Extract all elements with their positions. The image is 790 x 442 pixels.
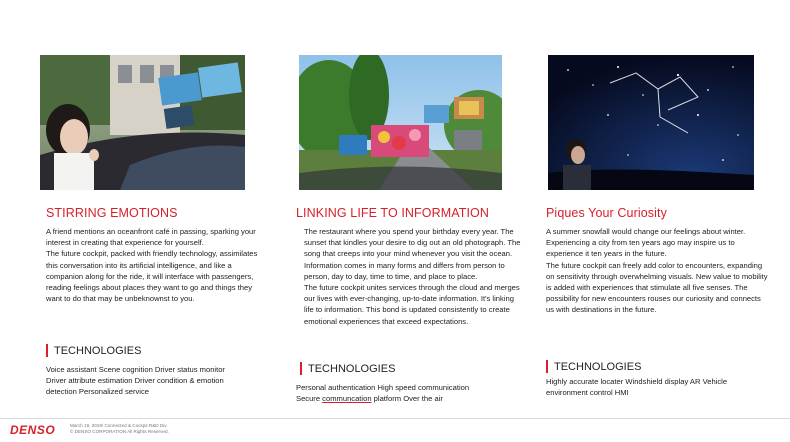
photo-starry-sky (548, 55, 754, 190)
tech-text: Secure (296, 394, 323, 404)
section-body-stirring-emotions (46, 226, 266, 304)
tech-line: environment control HMI (546, 388, 629, 398)
denso-logo: DENSO (10, 423, 56, 437)
photo-woman-in-car (40, 55, 245, 190)
paragraph: The restaurant where you spend your birthday every year. The sunset that kindles your desire to dig out an old photograph. The song that creeps into your mind whenever you visit the ocean. Information comes in many forms and differs from person to person, day to day, time to time, and place to place. (304, 227, 521, 281)
technologies-list (46, 364, 276, 398)
tech-line: Personal authentication High speed communication (296, 383, 470, 392)
paragraph: A friend mentions an oceanfront café in passing, sparking your interest in creating that experience for yourself. (46, 227, 256, 248)
footer-caption (70, 423, 169, 435)
footer-date-line: March 19, 2019/ Connected & Cockpit R&D Div. (70, 423, 168, 428)
footer-divider (0, 418, 790, 419)
tech-line: Highly accurate locater Windshield display AR Vehicle (546, 377, 728, 386)
tech-text-misspelled: communcation (322, 394, 372, 404)
section-body-linking-life (304, 226, 522, 327)
accent-bar (300, 362, 302, 375)
accent-bar (46, 344, 48, 357)
technologies-heading-label: TECHNOLOGIES (54, 344, 142, 357)
photo-road-with-images (299, 55, 502, 190)
footer-copyright: © DENSO CORPORATION All Rights Reserved. (70, 429, 169, 434)
paragraph: The future cockpit can freely add color to encounters, expanding on sensitivity through overwhelming visuals. New value to mobility is added with experiences that stimulate all five senses. The possibility for new encounters rouses our curiosity and connects us with destinations in the future. (546, 260, 768, 315)
tech-line: detection Personalized service (46, 387, 149, 397)
technologies-list (296, 382, 536, 404)
technologies-list (546, 376, 776, 398)
accent-bar (546, 360, 548, 373)
tech-text: platform Over the air (371, 394, 443, 404)
section-title-linking-life: LINKING LIFE TO INFORMATION (296, 206, 490, 220)
tech-line: Driver attribute estimation Driver condition & emotion (46, 376, 224, 386)
technologies-heading-label: TECHNOLOGIES (308, 362, 396, 375)
technologies-heading (300, 362, 395, 375)
section-title-piques-curiosity: Piques Your Curiosity (546, 206, 667, 220)
technologies-heading (46, 344, 141, 357)
technologies-heading (546, 360, 641, 373)
paragraph: A summer snowfall would change our feelings about winter. Experiencing a city from ten years ago may inspire us to experience it ten years in the future. (546, 227, 746, 259)
paragraph: The future cockpit, packed with friendly technology, assimilates this conversation into its artificial intelligence, and like a companion along for the ride, it will interface with passengers, reading feelings about places they want to go and things they want to do that may be unbeknownst to you. (46, 249, 258, 304)
section-body-piques-curiosity (546, 226, 768, 316)
tech-line (296, 393, 536, 404)
paragraph: The future cockpit unites services through the cloud and merges our lives with ever-changing, up-to-date information. It's linking life to information. This bond is updated consistently to create emotional experiences that exceed expectations. (304, 283, 520, 326)
technologies-heading-label: TECHNOLOGIES (554, 360, 642, 373)
tech-line: Voice assistant Scene cognition Driver status monitor (46, 365, 225, 374)
section-title-stirring-emotions: STIRRING EMOTIONS (46, 206, 178, 220)
